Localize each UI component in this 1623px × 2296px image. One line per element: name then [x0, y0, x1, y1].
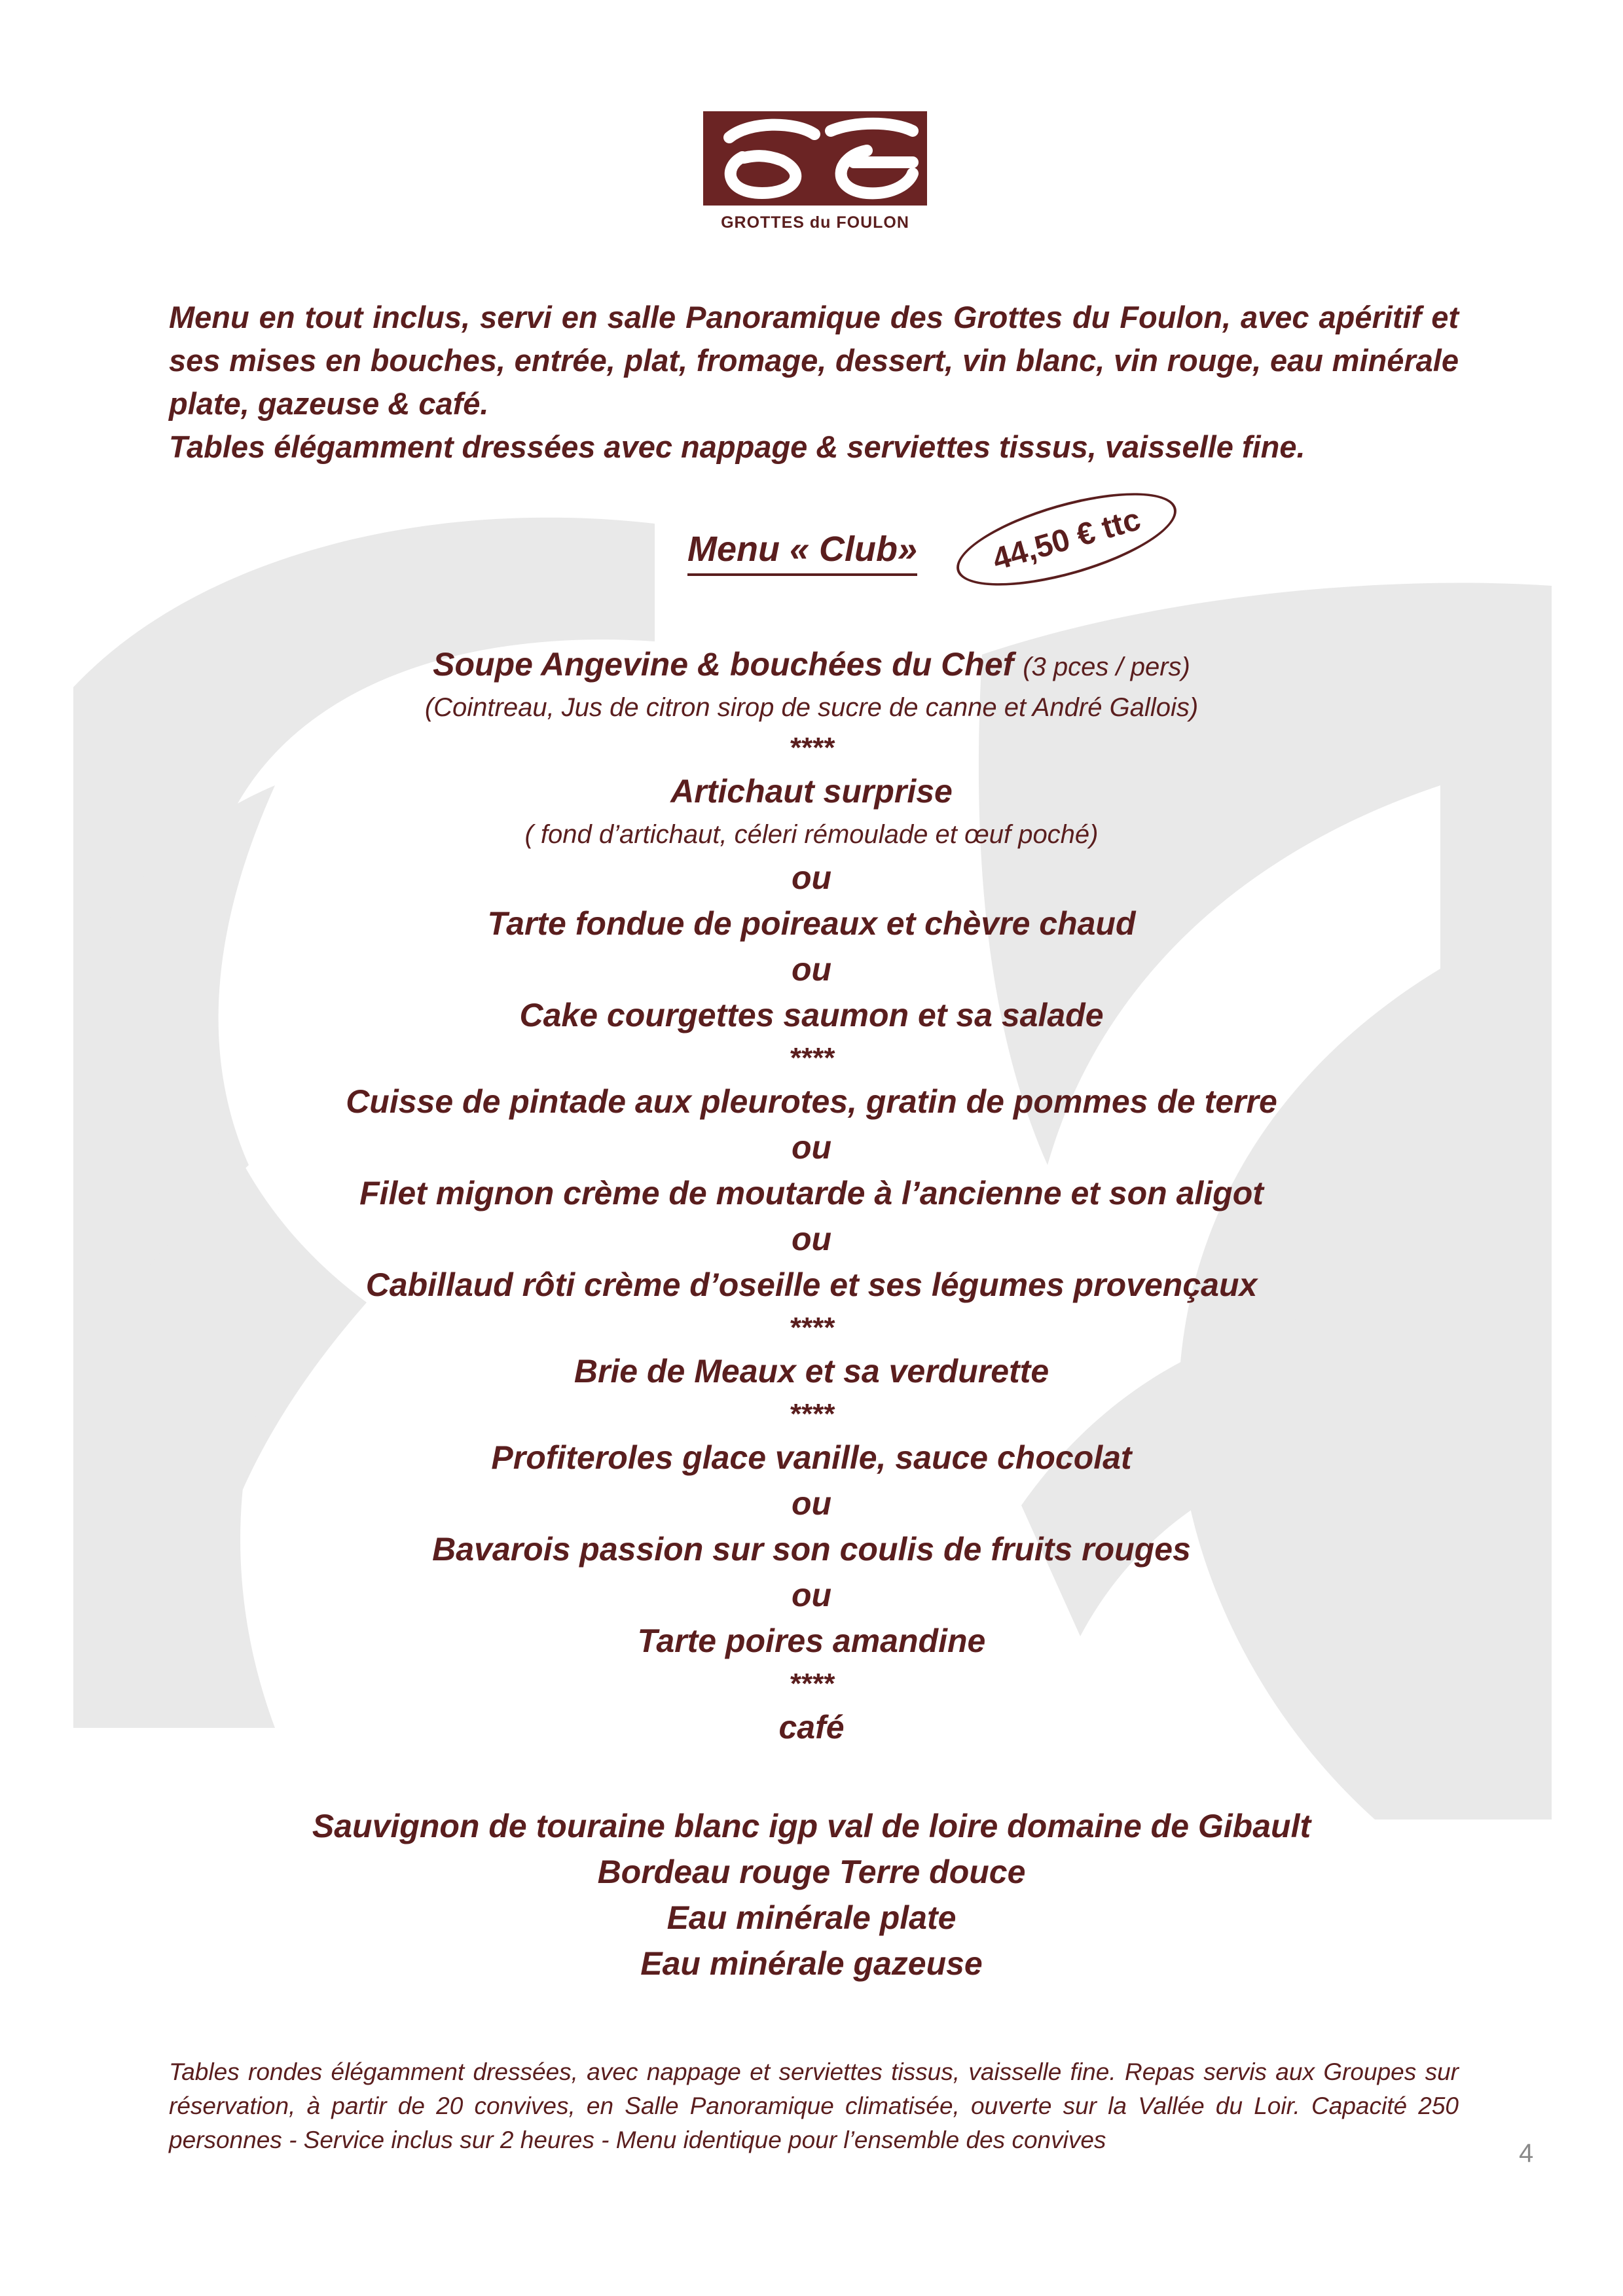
- intro-section: [169, 296, 1459, 469]
- starter-3: Cake courgettes saumon et sa salade: [519, 997, 1104, 1033]
- or-label: ou: [791, 859, 832, 896]
- logo-name: GROTTES du FOULON: [721, 213, 909, 232]
- drink-red-wine: Bordeau rouge Terre douce: [597, 1854, 1026, 1890]
- coffee: café: [778, 1709, 845, 1746]
- starter-1-detail: ( fond d’artichaut, céleri rémoulade et œuf poché): [524, 820, 1099, 849]
- dessert-3: Tarte poires amandine: [637, 1623, 986, 1659]
- or-label: ou: [791, 1485, 832, 1522]
- main-3: Cabillaud rôti crème d’oseille et ses légumes provençaux: [365, 1266, 1258, 1303]
- drinks-list: [0, 1803, 1623, 1986]
- aperitif-line: [0, 641, 1623, 687]
- page-number: 4: [1519, 2139, 1534, 2168]
- starter-2: Tarte fondue de poireaux et chèvre chaud: [487, 905, 1136, 942]
- course-separator: ****: [789, 1668, 834, 1700]
- or-label: ou: [791, 1577, 832, 1613]
- footer-note: Tables rondes élégamment dressées, avec nappage et serviettes tissus, vaisselle fine. Repas servis aux Groupes sur réservation, à partir de 20 convives, en Salle Panoramique climatisée, ouverte sur la Vallée du Loir. Capacité 250 personnes - Service inclus sur 2 heures - Menu identique pour l’ensemble des convives: [169, 2058, 1459, 2153]
- menu-list: [0, 641, 1623, 1750]
- cheese-course: Brie de Meaux et sa verdurette: [574, 1353, 1049, 1390]
- aperitif-qty: (3 pces / pers): [1023, 653, 1190, 681]
- or-label: ou: [791, 951, 832, 988]
- or-label: ou: [791, 1221, 832, 1257]
- course-separator: ****: [789, 732, 834, 764]
- course-separator: ****: [789, 1042, 834, 1074]
- course-separator: ****: [789, 1398, 834, 1430]
- dessert-1: Profiteroles glace vanille, sauce chocolat: [491, 1439, 1132, 1476]
- aperitif-detail: (Cointreau, Jus de citron sirop de sucre de canne et André Gallois): [424, 693, 1199, 722]
- intro-paragraph: Menu en tout inclus, servi en salle Panoramique des Grottes du Foulon, avec apéritif et ses mises en bouches, entrée, plat, fromage, dessert, vin blanc, vin rouge, eau minérale plate, gazeuse & café.: [169, 300, 1459, 421]
- course-separator: ****: [789, 1312, 834, 1344]
- price-text: 44,50 € ttc: [989, 501, 1144, 577]
- brand-logo: [695, 111, 935, 242]
- main-2: Filet mignon crème de moutarde à l’ancienne et son aligot: [359, 1175, 1264, 1211]
- drink-still-water: Eau minérale plate: [666, 1899, 957, 1936]
- aperitif-name: Soupe Angevine & bouchées du Chef: [433, 646, 1014, 683]
- drink-sparkling-water: Eau minérale gazeuse: [640, 1945, 983, 1982]
- main-1: Cuisse de pintade aux pleurotes, gratin de pommes de terre: [346, 1083, 1277, 1120]
- logo-monogram: [703, 111, 927, 206]
- menu-title: Menu « Club»: [687, 529, 917, 576]
- drink-white-wine: Sauvignon de touraine blanc igp val de loire domaine de Gibault: [312, 1808, 1311, 1844]
- dessert-2: Bavarois passion sur son coulis de fruits rouges: [432, 1531, 1191, 1568]
- or-label: ou: [791, 1129, 832, 1166]
- starter-1: Artichaut surprise: [670, 773, 953, 810]
- intro-tables-line: Tables élégamment dressées avec nappage & serviettes tissus, vaisselle fine.: [169, 429, 1305, 464]
